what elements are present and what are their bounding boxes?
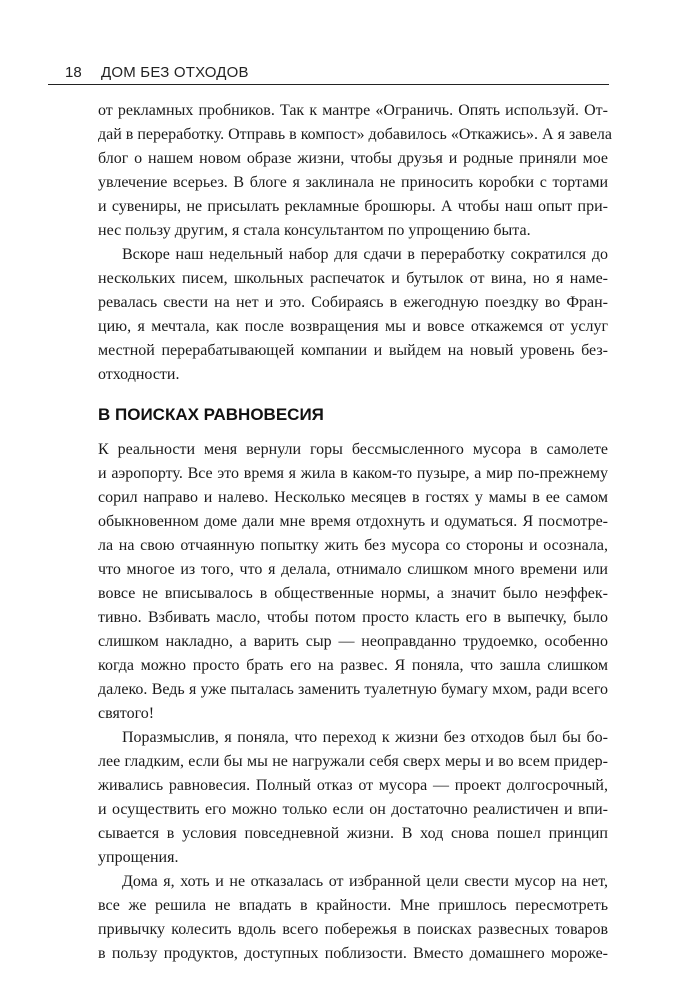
text-line: все же решила не впадать в крайности. Мне пришлось пересмотреть — [98, 897, 608, 914]
text-line: вовсе не вписывалось в общественные нормы, а значит было неэффек- — [98, 585, 608, 602]
paragraph — [98, 870, 608, 966]
book-title: ДОМ БЕЗ ОТХОДОВ — [101, 64, 249, 81]
text-line: и осуществить его можно только если он достаточно реалистичен и впи- — [98, 801, 608, 818]
text-line: от рекламных пробников. Так к мантре «Ограничь. Опять используй. От- — [98, 102, 608, 119]
text-line: отходности. — [98, 366, 180, 383]
text-line: привычку колесить вдоль всего побережья в поисках развесных товаров — [98, 921, 608, 938]
text-line: дай в переработку. Отправь в компост» добавилось «Откажись». А я завела — [98, 126, 613, 143]
text-line: упрощения. — [98, 849, 179, 866]
text-line: тивно. Взбивать масло, чтобы потом просто класть его в выпечку, было — [98, 609, 608, 626]
text-line: блог о нашем новом образе жизни, чтобы друзья и родные приняли мое — [98, 150, 608, 167]
text-line: Вскоре наш недельный набор для сдачи в переработку сократился до — [122, 246, 608, 263]
text-line: далеко. Ведь я уже пыталась заменить туалетную бумагу мхом, ради всего — [98, 681, 608, 698]
text-line: местной перерабатывающей компании и выйдем на новый уровень без- — [98, 342, 608, 359]
paragraph — [98, 243, 608, 387]
text-line: сывается в условия повседневной жизни. В ход снова пошел принцип — [98, 825, 608, 842]
text-line: слишком накладно, а варить сыр — неоправданно трудоемко, особенно — [98, 633, 608, 650]
running-head — [48, 60, 609, 85]
text-line: Поразмыслив, я поняла, что переход к жизни без отходов был бы бо- — [122, 729, 608, 746]
body-text-bottom — [98, 438, 608, 966]
section-heading: В ПОИСКАХ РАВНОВЕСИЯ — [98, 405, 324, 424]
text-line: цию, я мечтала, как после возвращения мы и вовсе откажемся от услуг — [98, 318, 608, 335]
text-line: нескольких писем, школьных распечаток и бутылок от вина, но я наме- — [98, 270, 608, 287]
text-line: увлечение всерьез. В блоге я заклинала не приносить коробки с тортами — [98, 174, 608, 191]
text-line: сорил направо и налево. Несколько месяцев в гостях у мамы в ее самом — [98, 489, 608, 506]
text-line: когда можно просто брать его на развес. Я поняла, что зашла слишком — [98, 657, 608, 674]
text-line: и сувениры, не присылать рекламные брошюры. А чтобы наш опыт при- — [98, 198, 608, 215]
page-number: 18 — [65, 64, 82, 81]
text-line: что многое из того, что я делала, отнимало слишком много времени или — [98, 561, 608, 578]
text-line: и аэропорту. Все это время я жила в каком-то пузыре, а мир по-прежнему — [98, 465, 608, 482]
text-line: обыкновенном доме дали мне время отдохнуть и одуматься. Я посмотре- — [98, 513, 608, 530]
body-text-top — [98, 99, 613, 387]
paragraph — [98, 99, 613, 243]
text-line: ревалась свести на нет и это. Собираясь в ежегодную поездку во Фран- — [98, 294, 608, 311]
text-line: в пользу продуктов, доступных поблизости. Вместо домашнего мороже- — [98, 945, 608, 962]
text-line: Дома я, хоть и не отказалась от избранной цели свести мусор на нет, — [122, 873, 608, 890]
text-line: святого! — [98, 705, 155, 722]
paragraph — [98, 726, 608, 870]
text-line: ла на свою отчаянную попытку жить без мусора со стороны и осознала, — [98, 537, 608, 554]
text-line: К реальности меня вернули горы бессмысленного мусора в самолете — [98, 441, 608, 458]
text-line: живались равновесия. Полный отказ от мусора — проект долгосрочный, — [98, 777, 608, 794]
text-line: нес пользу другим, я стала консультантом по упрощению быта. — [98, 222, 531, 239]
paragraph — [98, 438, 608, 726]
text-line: лее гладким, если бы мы не нагружали себя сверх меры и во всем придер- — [98, 753, 608, 770]
